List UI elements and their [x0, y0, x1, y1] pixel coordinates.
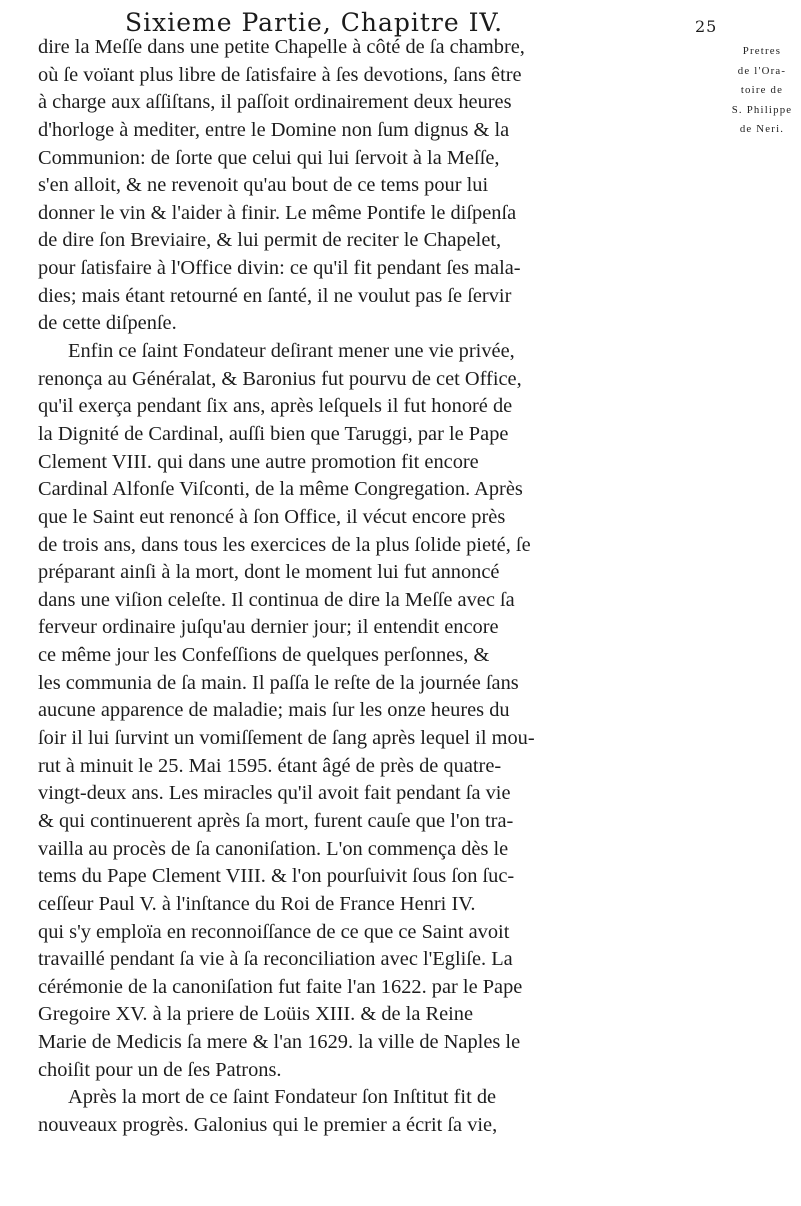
text-line: choiſit pour un de ſes Patrons. [38, 1058, 282, 1081]
margin-note-line: toire de [740, 84, 784, 97]
text-line: que le Saint eut renoncé à ſon Office, il vécut encore près [38, 505, 506, 528]
margin-note-line: Pretres [742, 45, 782, 57]
text-line: Clement VIII. qui dans une autre promotion fit encore [38, 450, 479, 473]
text-line: Gregoire XV. à la priere de Loüis XIII. & de la Reine [38, 1003, 474, 1026]
margin-note-line: de Neri. [739, 123, 785, 136]
text-line: les communia de ſa main. Il paſſa le reſte de la journée ſans [38, 671, 519, 694]
text-line: dies; mais étant retourné en ſanté, il ne voulut pas ſe ſervir [38, 284, 512, 307]
text-line: donner le vin & l'aider à finir. Le même Pontife le diſpenſa [38, 201, 517, 224]
text-line: d'horloge à mediter, entre le Domine non ſum dignus & la [38, 118, 510, 141]
text-line: cérémonie de la canoniſation fut faite l'an 1622. par le Pape [38, 975, 523, 998]
text-line: s'en alloit, & ne revenoit qu'au bout de ce tems pour lui [38, 174, 489, 197]
text-line: Après la mort de ce ſaint Fondateur ſon Inſtitut fit de [68, 1086, 497, 1109]
text-line: pour ſatisfaire à l'Office divin: ce qu'il fit pendant ſes mala- [38, 257, 521, 280]
margin-note-line: de l'Ora- [737, 64, 787, 77]
text-line: vailla au procès de ſa canoniſation. L'on commença dès le [38, 837, 509, 860]
text-line: Communion: de ſorte que celui qui lui ſervoit à la Meſſe, [38, 146, 500, 169]
text-line: à charge aux aſſiſtans, il paſſoit ordinairement deux heures [38, 91, 512, 114]
text-line: aucune apparence de maladie; mais ſur les onze heures du [38, 699, 510, 722]
text-line: la Dignité de Cardinal, auſſi bien que Taruggi, par le Pape [38, 422, 509, 445]
text-line: qui s'y emploïa en reconnoiſſance de ce que ce Saint avoit [38, 920, 510, 943]
text-line: préparant ainſi à la mort, dont le moment lui fut annoncé [38, 561, 500, 584]
running-title: Sixieme Partie, Chapitre IV. [125, 8, 504, 37]
text-line: dire la Meſſe dans une petite Chapelle à côté de ſa chambre, [38, 36, 525, 58]
text-line: ſoir il lui ſurvint un vomiſſement de ſang après lequel il mou- [38, 727, 535, 750]
text-line: nouveaux progrès. Galonius qui le premier a écrit ſa vie, [38, 1113, 498, 1136]
text-line: & qui continuerent après ſa mort, furent cauſe que l'on tra- [38, 809, 514, 832]
margin-note [726, 42, 798, 140]
text-line: travaillé pendant ſa vie à ſa reconciliation avec l'Egliſe. La [38, 948, 513, 971]
page-number: 25 [695, 17, 718, 36]
text-line: rut à minuit le 25. Mai 1595. étant âgé de près de quatre- [38, 754, 502, 777]
body-text [38, 34, 722, 1140]
text-line: ferveur ordinaire juſqu'au dernier jour; il entendit encore [38, 616, 499, 639]
text-line: dans une viſion celeſte. Il continua de dire la Meſſe avec ſa [38, 588, 515, 611]
text-line: Marie de Medicis ſa mere & l'an 1629. la ville de Naples le [38, 1031, 521, 1054]
margin-note-line: S. Philippe [731, 103, 793, 116]
text-line: de cette diſpenſe. [38, 312, 177, 335]
text-line: vingt-deux ans. Les miracles qu'il avoit fait pendant ſa vie [38, 782, 511, 805]
text-line: Cardinal Alfonſe Viſconti, de la même Congregation. Après [38, 478, 523, 501]
text-line: ce même jour les Confeſſions de quelques perſonnes, & [38, 644, 490, 667]
text-line: tems du Pape Clement VIII. & l'on pourſuivit ſous ſon ſuc- [38, 865, 515, 888]
text-line: où ſe voïant plus libre de ſatisfaire à ſes devotions, ſans être [38, 63, 522, 86]
text-line: de dire ſon Breviaire, & lui permit de reciter le Chapelet, [38, 229, 502, 252]
text-line: de trois ans, dans tous les exercices de la plus ſolide pieté, ſe [38, 533, 531, 556]
text-line: ceſſeur Paul V. à l'inſtance du Roi de France Henri IV. [38, 892, 476, 915]
text-line: renonça au Généralat, & Baronius fut pourvu de cet Office, [38, 367, 522, 390]
text-line: Enfin ce ſaint Fondateur deſirant mener une vie privée, [68, 340, 515, 363]
text-line: qu'il exerça pendant ſix ans, après leſquels il fut honoré de [38, 395, 513, 418]
